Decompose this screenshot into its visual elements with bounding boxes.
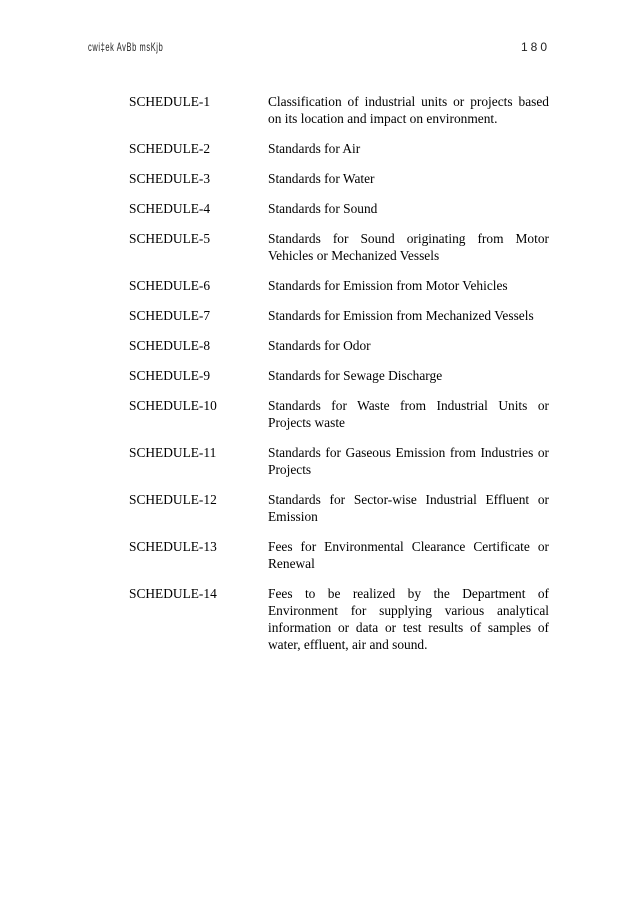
schedule-row — [129, 538, 549, 572]
schedule-description: Standards for Waste from Industrial Units or Projects waste — [268, 398, 549, 430]
schedule-row — [129, 337, 549, 354]
schedule-row — [129, 93, 549, 127]
schedule-row — [129, 200, 549, 217]
schedule-row — [129, 585, 549, 653]
schedule-label: SCHEDULE-14 — [129, 586, 217, 601]
schedule-label: SCHEDULE-8 — [129, 338, 211, 353]
schedule-description: Standards for Sound — [268, 201, 378, 216]
schedule-list — [129, 93, 549, 666]
schedule-description: Standards for Gaseous Emission from Industries or Projects — [268, 445, 549, 477]
page-number: 180 — [520, 40, 550, 54]
schedule-row — [129, 230, 549, 264]
schedule-row — [129, 367, 549, 384]
schedule-description: Classification of industrial units or projects based on its location and impact on environment. — [268, 94, 549, 126]
schedule-description: Standards for Odor — [268, 338, 371, 353]
schedule-row — [129, 444, 549, 478]
schedule-description: Fees to be realized by the Department of Environment for supplying various analytical information or data or test results of samples of water, effluent, air and sound. — [268, 586, 549, 652]
schedule-label: SCHEDULE-4 — [129, 201, 211, 216]
schedule-label: SCHEDULE-7 — [129, 308, 211, 323]
schedule-description: Standards for Sewage Discharge — [268, 368, 443, 383]
page-header — [88, 40, 550, 56]
schedule-label: SCHEDULE-10 — [129, 398, 217, 413]
schedule-description: Standards for Emission from Motor Vehicles — [268, 278, 508, 293]
schedule-description: Standards for Sound originating from Motor Vehicles or Mechanized Vessels — [268, 231, 549, 263]
schedule-label: SCHEDULE-12 — [129, 492, 217, 507]
schedule-row — [129, 277, 549, 294]
schedule-description: Standards for Water — [268, 171, 375, 186]
schedule-description: Standards for Air — [268, 141, 361, 156]
schedule-description: Fees for Environmental Clearance Certificate or Renewal — [268, 539, 549, 571]
schedule-row — [129, 397, 549, 431]
schedule-label: SCHEDULE-6 — [129, 278, 211, 293]
schedule-label: SCHEDULE-5 — [129, 231, 211, 246]
schedule-label: SCHEDULE-2 — [129, 141, 211, 156]
schedule-row — [129, 170, 549, 187]
schedule-row — [129, 491, 549, 525]
schedule-description: Standards for Emission from Mechanized Vessels — [268, 308, 534, 323]
running-title: cwi‡ek AvBb msKjb — [88, 40, 164, 54]
schedule-row — [129, 140, 549, 157]
schedule-label: SCHEDULE-1 — [129, 94, 211, 109]
schedule-label: SCHEDULE-3 — [129, 171, 211, 186]
schedule-label: SCHEDULE-13 — [129, 539, 217, 554]
schedule-label: SCHEDULE-9 — [129, 368, 211, 383]
schedule-description: Standards for Sector-wise Industrial Effluent or Emission — [268, 492, 549, 524]
schedule-label: SCHEDULE-11 — [129, 445, 217, 460]
schedule-row — [129, 307, 549, 324]
